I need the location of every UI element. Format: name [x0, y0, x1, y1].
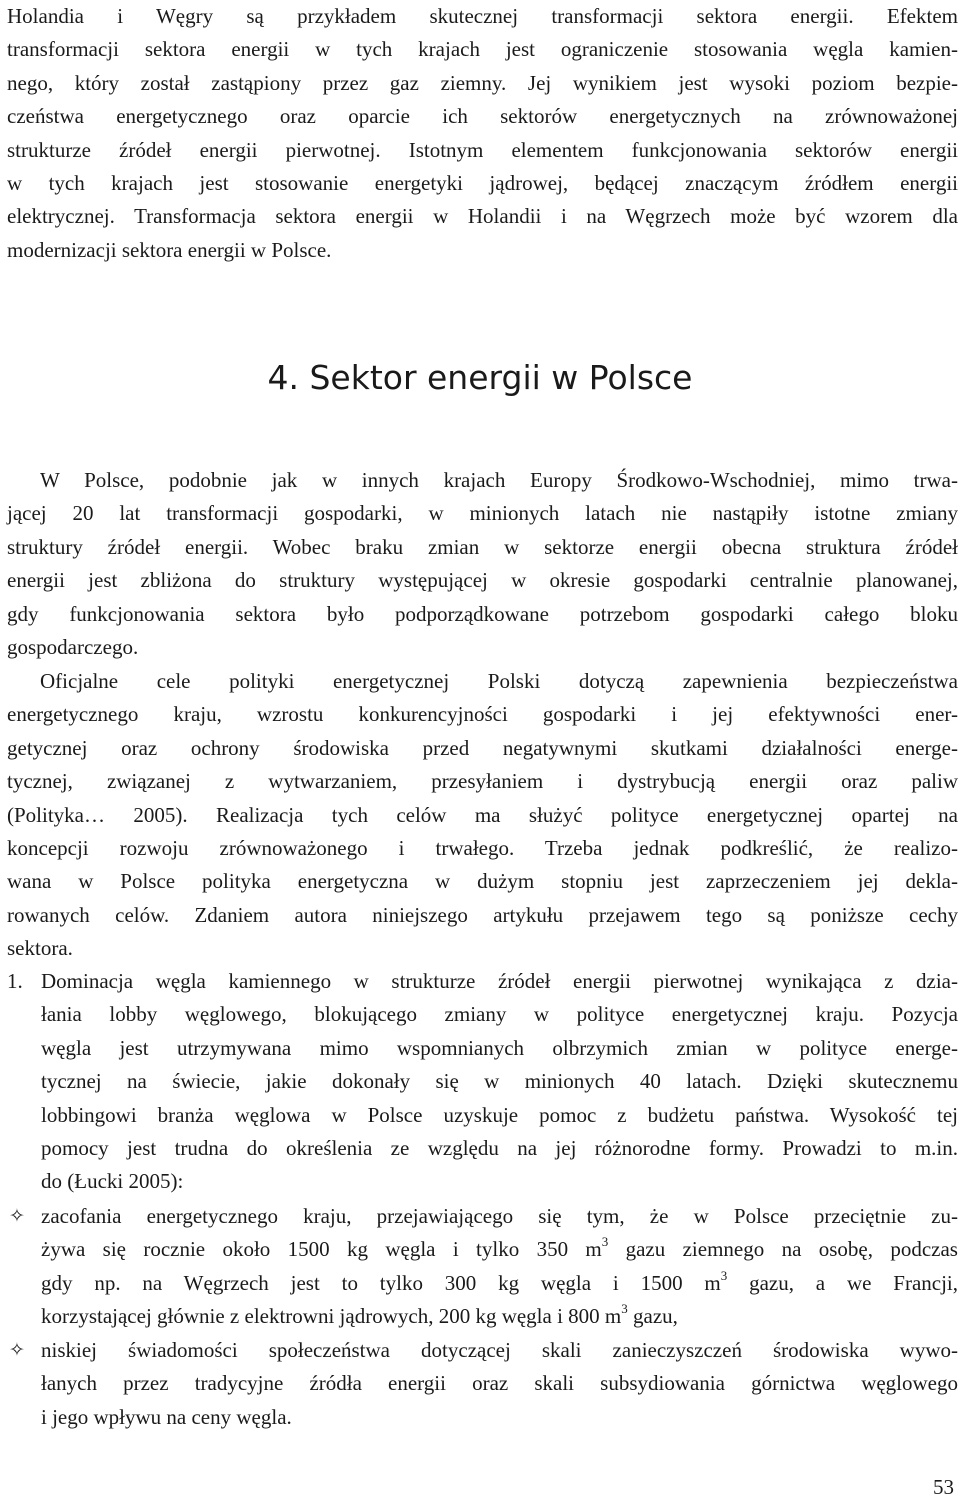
- paragraph-line: getycznej oraz ochrony środowiska przed negatywnymi skutkami działalności energe-: [7, 735, 958, 760]
- four-point-star-icon: ✧: [9, 1206, 25, 1227]
- bullet-line: niskiej świadomości społeczeństwa dotyczącej skali zanieczyszczeń środowiska wywo-: [41, 1338, 958, 1362]
- paragraph-intro: [7, 0, 958, 267]
- list-item-line: tycznej na świecie, jakie dokonały się w minionych 40 latach. Dzięki skutecznemu: [41, 1069, 958, 1094]
- bullet-line: [41, 1233, 958, 1266]
- paragraph-line: w tych krajach jest stosowanie energetyki jądrowej, będącej znaczącym źródłem energii: [7, 171, 958, 196]
- paragraph-line: sektora.: [7, 936, 73, 961]
- paragraph-line: strukturze źródeł energii pierwotnej. Istotnym elementem funkcjonowania sektorów energii: [7, 137, 958, 162]
- paragraph-line-text: Oficjalne cele polityki energetycznej Polski dotyczą zapewnienia bezpieczeństwa: [40, 669, 958, 693]
- list-item-line: Dominacja węgla kamiennego w strukturze źródeł energii pierwotnej wynikająca z dzia-: [41, 969, 958, 993]
- section-heading: 4. Sektor energii w Polsce: [267, 358, 693, 397]
- list-item-line: łania lobby węglowego, blokującego zmiany w polityce energetycznej kraju. Pozycja: [41, 1002, 958, 1027]
- paragraph-line: [7, 464, 958, 497]
- paragraph-line: Holandia i Węgry są przykładem skutecznej transformacji sektora energii. Efektem: [7, 4, 958, 28]
- bullet-line: i jego wpływu na ceny węgla.: [41, 1404, 292, 1429]
- paragraph-line: [7, 665, 958, 698]
- list-item-line: pomocy jest trudna do określenia ze względu na jej różnorodne formy. Prowadzi to m.in.: [41, 1136, 958, 1161]
- paragraph-line: energii jest zbliżona do struktury występującej w okresie gospodarki centralnie planowanej,: [7, 568, 958, 593]
- paragraph-line: czeństwa energetycznego oraz oparcie ich sektorów energetycznych na zrównoważonej: [7, 104, 958, 129]
- paragraph-policy-goals: [7, 665, 958, 966]
- paragraph-line: (Polityka… 2005). Realizacja tych celów ma służyć polityce energetycznej opartej na: [7, 802, 958, 827]
- bullet-line-text: gazu ziemnego na osobę, podczas: [608, 1237, 958, 1262]
- superscript-exponent: 3: [621, 1301, 628, 1317]
- list-item-body: [41, 965, 958, 1199]
- page-number: 53: [933, 1475, 954, 1499]
- bullet-line-text: korzystającej głównie z elektrowni jądrowych, 200 kg węgla i 800 m: [41, 1304, 622, 1329]
- paragraph-line: koncepcji rozwoju zrównoważonego i trwałego. Trzeba jednak podkreślić, że realizo-: [7, 836, 958, 861]
- bullet-line-text: gdy np. na Węgrzech jest to tylko 300 kg węgla i 1500 m: [41, 1270, 721, 1295]
- four-point-star-icon: ✧: [9, 1340, 25, 1361]
- bullet-line: zacofania energetycznego kraju, przejawiającego się tym, że w Polsce przeciętnie zu-: [41, 1204, 958, 1228]
- paragraph-line: gdy funkcjonowania sektora było podporządkowane potrzebom gospodarki całego bloku: [7, 601, 958, 626]
- paragraph-line: rowanych celów. Zdaniem autora niniejszego artykułu przejawem tego są poniższe cechy: [7, 902, 958, 927]
- list-number: 1.: [7, 969, 23, 993]
- paragraph-line: gospodarczego.: [7, 635, 139, 660]
- bullet-line-text: gazu,: [627, 1304, 678, 1329]
- list-item-line: lobbingowi branża węglowa w Polsce uzyskuje pomoc z budżetu państwa. Wysokość tej: [41, 1102, 958, 1127]
- paragraph-line: energetycznego kraju, wzrostu konkurencyjności gospodarki i jej efektywności ener-: [7, 702, 958, 727]
- paragraph-line: struktury źródeł energii. Wobec braku zmian w sektorze energii obecna struktura źródeł: [7, 534, 958, 559]
- paragraph-line: jącej 20 lat transformacji gospodarki, w minionych latach nie nastąpiły istotne zmiany: [7, 501, 958, 526]
- paragraph-line: wana w Polsce polityka energetyczna w dużym stopniu jest zaprzeczeniem jej dekla-: [7, 869, 958, 894]
- bullet-item-body: [41, 1200, 958, 1334]
- bullet-line: [41, 1267, 958, 1300]
- paragraph-sector-structure: [7, 464, 958, 664]
- superscript-exponent: 3: [720, 1267, 728, 1283]
- paragraph-line-text: W Polsce, podobnie jak w innych krajach Europy Środkowo-Wschodniej, mimo trwa-: [40, 468, 958, 492]
- paragraph-line: transformacji sektora energii w tych krajach jest ograniczenie stosowania węgla kamien-: [7, 37, 958, 62]
- list-item-line: węgla jest utrzymywana mimo wspomnianych olbrzymich zmian w polityce energe-: [41, 1035, 958, 1060]
- superscript-exponent: 3: [601, 1234, 609, 1250]
- bullet-line-text: żywa się rocznie około 1500 kg węgla i tylko 350 m: [41, 1237, 602, 1262]
- bullet-line: [41, 1300, 958, 1333]
- bullet-item-body: [41, 1334, 958, 1434]
- bullet-line: łanych przez tradycyjne źródła energii oraz skali subsydiowania górnictwa węglowego: [41, 1371, 958, 1396]
- list-item-line: do (Łucki 2005):: [41, 1169, 184, 1194]
- bullet-item: [7, 1200, 958, 1334]
- paragraph-line: nego, który został zastąpiony przez gaz ziemny. Jej wynikiem jest wysoki poziom bezpie-: [7, 70, 958, 95]
- paragraph-line: elektrycznej. Transformacja sektora energii w Holandii i na Węgrzech może być wzorem dla: [7, 204, 958, 229]
- bullet-item: [7, 1334, 958, 1434]
- paragraph-line: tycznej, związanej z wytwarzaniem, przesyłaniem i dystrybucją energii oraz paliw: [7, 769, 958, 794]
- paragraph-line: modernizacji sektora energii w Polsce.: [7, 237, 332, 262]
- bullet-line-text: gazu, a we Francji,: [727, 1270, 959, 1295]
- numbered-list-item: [7, 965, 958, 1199]
